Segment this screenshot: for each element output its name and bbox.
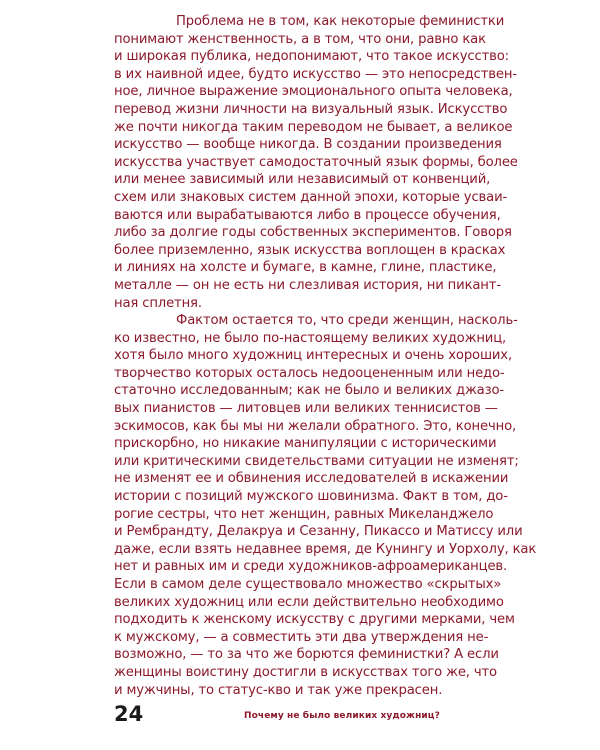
text-line: металле — он не есть ни слезливая история, ни пикант- [114,277,501,293]
text-line: эскимосов, как бы мы ни желали обратного. Это, конечно, [114,418,517,434]
text-line: искусства участвует самодостаточный язык формы, более [114,154,518,170]
text-line: и мужчины, то статус-кво и так уже прекрасен. [114,682,443,698]
text-line: или менее зависимый или независимый от конвенций, [114,172,491,188]
text-line: статочно исследованным; как не было и великих джазо- [114,383,504,399]
text-line: перевод жизни личности на визуальный язык. Искусство [114,101,508,117]
page-number: 24 [114,702,144,726]
text-line: понимают женственность, а в том, что они, равно как [114,31,486,47]
text-line: хотя было много художниц интересных и очень хороших, [114,348,512,364]
text-line: женщины воистину достигли в искусствах того же, что [114,664,497,680]
text-line: не изменят ее и обвинения исследователей в искажении [114,471,509,487]
text-line: возможно, — то за что же борются феминистки? А если [114,647,499,663]
paragraph-2 [114,312,537,699]
text-line: даже, если взять недавнее время, де Кунингу и Уорхолу, как [114,541,537,557]
text-line: Фактом остается то, что среди женщин, насколь- [176,313,518,329]
text-line: и Рембрандту, Делакруа и Сезанну, Пикассо и Матиссу или [114,524,523,540]
text-line: Проблема не в том, как некоторые феминистки [176,14,505,29]
text-line: истории с позиций мужского шовинизма. Факт в том, до- [114,489,508,505]
text-line: ко известно, не было по-настоящему великих художниц, [114,330,507,346]
text-line: же почти никогда таким переводом не бывает, а великое [114,119,513,135]
text-line: схем или знаковых систем данной эпохи, которые усваи- [114,189,508,205]
text-line: искусство — вообще никогда. В создании произведения [114,137,502,153]
text-line: вых пианистов — литовцев или великих теннисистов — [114,401,498,417]
text-line: Если в самом деле существовало множество «скрытых» [114,577,502,592]
text-line: либо за долгие годы собственных экспериментов. Говоря [114,225,512,241]
text-line: великих художниц или если действительно необходимо [114,594,504,610]
text-line: творчество которых осталось недооцененным или недо- [114,365,505,381]
text-line: в их наивной идее, будто искусство — это непосредствен- [114,66,517,82]
text-line: или критическими свидетельствами ситуации не изменят; [114,453,519,469]
text-line: более приземленно, язык искусства воплощен в красках [114,242,506,258]
text-line: к мужскому, — а совместить эти два утверждения не- [114,629,489,645]
running-title: Почему не было великих художниц? [244,711,440,721]
text-line: рогие сестры, что нет женщин, равных Микеланджело [114,506,494,522]
text-line: и линиях на холсте и бумаге, в камне, глине, пластике, [114,260,497,276]
text-line: подходить к женскому искусству с другими мерками, чем [114,612,515,628]
text-line: ное, личное выражение эмоционального опыта человека, [114,84,513,100]
text-line: прискорбно, но никакие манипуляции с историческими [114,436,497,452]
text-line: ваются или вырабатываются либо в процессе обучения, [114,207,501,223]
text-line: ная сплетня. [114,295,202,311]
text-line: нет и равных им и среди художников-афроамериканцев. [114,559,508,575]
body-text [114,13,537,699]
text-line: и широкая публика, недопонимают, что такое искусство: [114,49,509,65]
paragraph-1 [114,13,518,312]
